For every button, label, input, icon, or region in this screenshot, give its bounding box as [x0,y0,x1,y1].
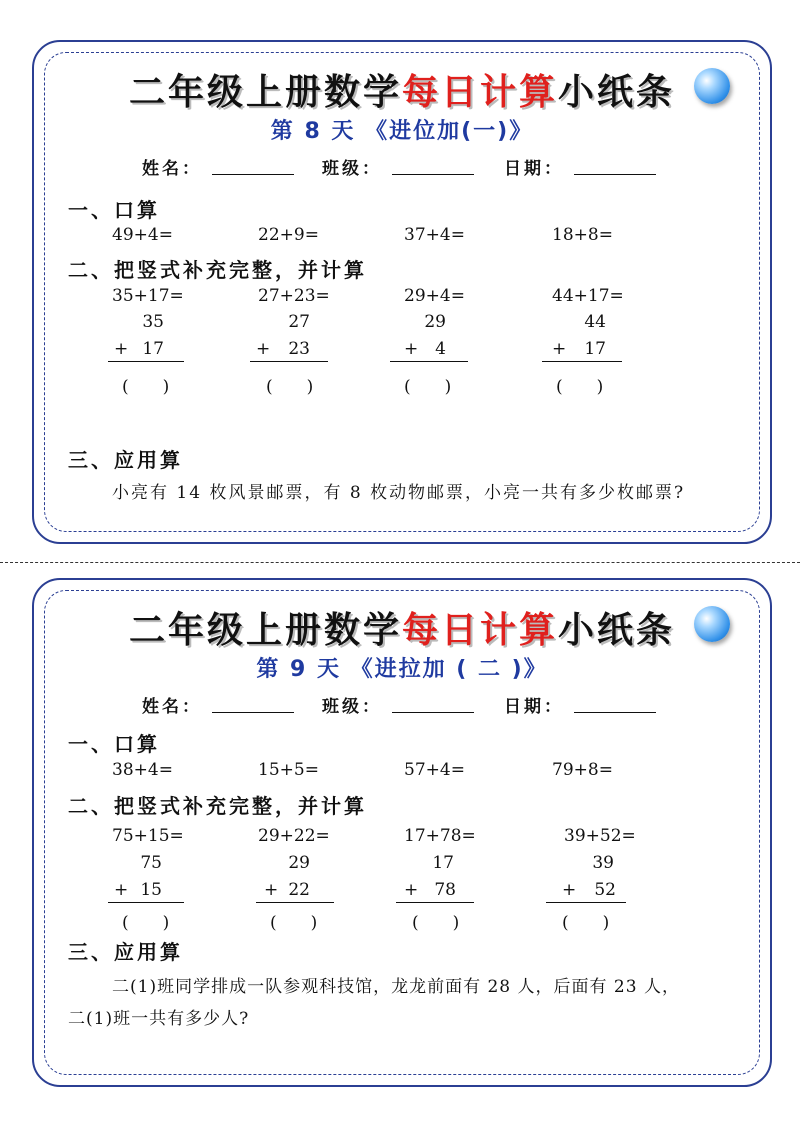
vertical-expression: 27+23= [258,286,330,306]
date-field[interactable] [574,712,656,713]
vertical-expression: 17+78= [404,826,476,846]
vertical-addend-bottom: 22 [288,880,310,900]
section-3-heading: 三、应用算 [68,448,183,472]
vertical-addend-top: 29 [424,312,446,332]
answer-blank[interactable]: ( ) [122,913,170,933]
section-2-heading: 二、把竖式补充完整，并计算 [68,794,367,818]
oral-problem: 18+8= [552,225,613,245]
section-1-heading: 一、口算 [68,198,160,222]
title-part-1: 二年级上册数学 [128,72,402,113]
sum-line [108,361,184,362]
date-label: 日期： [504,159,564,179]
sum-line [542,361,622,362]
answer-blank[interactable]: ( ) [404,377,452,397]
date-field[interactable] [574,174,656,175]
vertical-addend-bottom: 52 [594,880,616,900]
plus-sign: + [114,339,129,359]
name-field[interactable] [212,712,294,713]
plus-sign: + [404,339,419,359]
vertical-addend-bottom: 4 [435,339,446,359]
plus-sign: + [256,339,271,359]
oral-problem: 38+4= [112,760,173,780]
title-part-2: 小纸条 [558,610,676,651]
answer-blank[interactable]: ( ) [122,377,170,397]
vertical-addend-top: 35 [142,312,164,332]
sum-line [108,902,184,903]
answer-blank[interactable]: ( ) [266,377,314,397]
section-1-heading: 一、口算 [68,732,160,756]
answer-blank[interactable]: ( ) [270,913,318,933]
vertical-expression: 35+17= [112,286,184,306]
oral-problem: 22+9= [258,225,319,245]
vertical-addend-bottom: 23 [288,339,310,359]
sum-line [256,902,334,903]
cut-line [0,562,800,563]
vertical-addend-top: 44 [584,312,606,332]
oral-problem: 57+4= [404,760,465,780]
date-label: 日期： [504,697,564,717]
plus-sign: + [404,880,419,900]
title-part-1: 二年级上册数学 [128,610,402,651]
vertical-expression: 44+17= [552,286,624,306]
oral-problem: 37+4= [404,225,465,245]
vertical-addend-bottom: 17 [142,339,164,359]
vertical-addend-bottom: 17 [584,339,606,359]
word-problem-line-2: 二(1)班一共有多少人? [68,1009,250,1029]
vertical-addend-bottom: 15 [140,880,162,900]
plus-sign: + [562,880,577,900]
sum-line [396,902,474,903]
word-problem-line-1: 二(1)班同学排成一队参观科技馆，龙龙前面有 28 人，后面有 23 人， [112,977,680,997]
sum-line [390,361,468,362]
oral-problem: 15+5= [258,760,319,780]
worksheet-title [34,64,770,115]
vertical-addend-top: 17 [432,853,454,873]
vertical-expression: 75+15= [112,826,184,846]
vertical-addend-bottom: 78 [434,880,456,900]
vertical-expression: 29+4= [404,286,465,306]
vertical-addend-top: 39 [592,853,614,873]
plus-sign: + [114,880,129,900]
vertical-addend-top: 27 [288,312,310,332]
plus-sign: + [264,880,279,900]
name-field[interactable] [212,174,294,175]
oral-problem: 49+4= [112,225,173,245]
word-problem: 小亮有 14 枚风景邮票，有 8 枚动物邮票，小亮一共有多少枚邮票? [112,483,686,503]
worksheet-card-1 [32,40,772,544]
section-2-heading: 二、把竖式补充完整，并计算 [68,258,367,282]
worksheet-title [34,602,770,653]
answer-blank[interactable]: ( ) [556,377,604,397]
sum-line [250,361,328,362]
title-part-2: 小纸条 [558,72,676,113]
title-highlight: 每日计算 [401,610,558,651]
oral-problem: 79+8= [552,760,613,780]
answer-blank[interactable]: ( ) [412,913,460,933]
answer-blank[interactable]: ( ) [562,913,610,933]
class-field[interactable] [392,712,474,713]
vertical-expression: 39+52= [564,826,636,846]
name-label: 姓名： [142,697,202,717]
blue-ball-icon [694,606,730,642]
class-label: 班级： [322,697,382,717]
title-highlight: 每日计算 [401,72,558,113]
sum-line [546,902,626,903]
vertical-addend-top: 29 [288,853,310,873]
vertical-addend-top: 75 [140,853,162,873]
day-subtitle: 第 9 天 《进拉加 ( 二 )》 [256,657,548,682]
class-label: 班级： [322,159,382,179]
day-subtitle: 第 8 天 《进位加(一)》 [270,119,534,144]
vertical-expression: 29+22= [258,826,330,846]
blue-ball-icon [694,68,730,104]
plus-sign: + [552,339,567,359]
worksheet-card-2 [32,578,772,1087]
section-3-heading: 三、应用算 [68,940,183,964]
class-field[interactable] [392,174,474,175]
name-label: 姓名： [142,159,202,179]
